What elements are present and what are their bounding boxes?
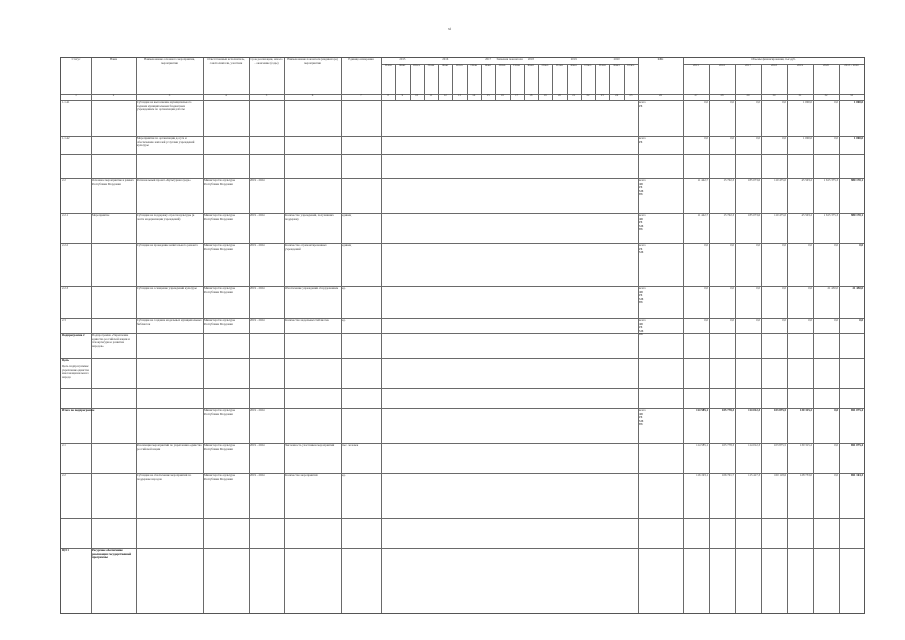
- value-subheader: Факт: [484, 64, 492, 67]
- value-subheader: План: [470, 64, 478, 67]
- row-fin-value: 21 450,0: [827, 287, 838, 290]
- row-unit: [342, 137, 380, 145]
- row-event: Субсидия на создание модельных муниципальных библиотек: [137, 319, 202, 326]
- row-number: 1.1.41: [62, 101, 70, 104]
- row-unit: ед.: [342, 287, 346, 290]
- section-text: Ресурсное обеспечение реализации государственной программы: [92, 549, 132, 560]
- section-label: Цель: [62, 359, 69, 362]
- total-term: 2019 - 2024: [250, 409, 265, 412]
- header-cell-2: Наименование основного мероприятия, мероприятия: [144, 58, 195, 65]
- fin-year-header: 2015 - 2020: [844, 64, 859, 67]
- row-fin-value: 1 000,0: [803, 137, 812, 140]
- section-text: Подпрограмма «Укрепление единства российской нации и этнокультурное развитие народов»: [92, 334, 130, 348]
- fin-year-header: 2018: [771, 64, 777, 67]
- row-event: Субсидия на обеспечение мероприятий по поддержке народов: [137, 474, 192, 481]
- row-name: [92, 287, 135, 317]
- row-executor: Министерство культуры Республики Мордовия: [204, 474, 236, 481]
- section-label: Подпрограмма 2: [62, 334, 85, 337]
- value-subheader: Откл.: [541, 64, 549, 67]
- row-fin-value: 0,0: [730, 244, 734, 247]
- row-fin-value: 0,0: [782, 287, 786, 290]
- row-fin-value: 0,0: [808, 244, 812, 247]
- row-kbk: всего ФБ РБ МБ ВБ: [639, 319, 646, 337]
- value-subheader: Откл.: [455, 64, 464, 67]
- value-year-header: 2016: [442, 58, 449, 61]
- row-fin-value: 0,0: [782, 244, 786, 247]
- row-number: 2.2.1: [62, 214, 68, 217]
- row-fin-value: 0,0: [704, 287, 708, 290]
- row-fin-value: 0,0: [730, 287, 734, 290]
- total-fin-value: 114 012,3: [748, 409, 760, 412]
- row-unit: тыс. человек: [342, 444, 359, 447]
- row-kbk: всего РБ: [639, 101, 646, 108]
- row-name: [92, 101, 135, 131]
- value-subheader: План: [556, 64, 563, 67]
- fin-year-header: 2019: [797, 64, 803, 67]
- row-divider: [61, 548, 864, 549]
- column-number: 18: [529, 94, 533, 97]
- row-kbk: всего ФБ РБ МБ ВБ: [639, 287, 646, 305]
- value-subheader: План: [427, 64, 435, 67]
- total-label: Итого по подпрограмме: [62, 409, 95, 412]
- row-fin-value: 105 778,3: [722, 444, 734, 447]
- value-subheader: Факт: [570, 64, 577, 67]
- row-fin-value: 114 585,1: [696, 444, 708, 447]
- row-fin-value: 0,0: [834, 137, 838, 140]
- row-unit: ед.: [342, 474, 346, 477]
- row-fin-value: 45 503,2: [801, 214, 812, 217]
- page-number: xi: [448, 26, 452, 31]
- row-term: 2019 - 2024: [250, 244, 265, 247]
- column-number: 9: [401, 94, 404, 97]
- row-number: 2.1: [62, 444, 66, 447]
- row-fin-value: 100 118,6: [774, 474, 786, 477]
- value-year-header: 2018: [527, 58, 534, 61]
- fin-year-header: 2016: [719, 64, 725, 67]
- column-number: 14: [472, 94, 476, 97]
- column-number: 1: [75, 94, 77, 97]
- header-cell-9: Объемы финансирования, тыс.руб.: [751, 58, 796, 61]
- value-subheader: Факт: [613, 64, 620, 67]
- row-event: Реализация мероприятий по укреплению единства российской нации: [137, 444, 202, 451]
- row-fin-value: 0,0: [756, 319, 760, 322]
- column-number: 15: [486, 94, 490, 97]
- fin-year-header: 2020: [823, 64, 829, 67]
- row-fin-value: 0,0: [704, 244, 708, 247]
- total-fin-value: 103 875,5: [774, 409, 786, 412]
- row-name: [92, 244, 135, 274]
- row-fin-value: 1 000,0: [854, 137, 863, 140]
- row-kbk: всего ФБ РБ МБ ВБ: [639, 179, 646, 197]
- row-fin-value: 0,0: [782, 319, 786, 322]
- row-kbk: всего РБ МБ: [639, 244, 646, 255]
- row-fin-value: 115 417,3: [748, 474, 760, 477]
- row-fin-value: 0,0: [808, 319, 812, 322]
- row-fin-value: 15 702,3: [723, 179, 734, 182]
- row-fin-value: 185 073,6: [748, 179, 760, 182]
- row-executor: Министерство культуры Республики Мордовия: [204, 179, 236, 186]
- fin-year-header: 2015: [693, 64, 699, 67]
- header-cell-0: Статус: [71, 58, 81, 61]
- value-subheader: Факт: [399, 64, 406, 67]
- row-fin-value: 0,0: [704, 319, 708, 322]
- row-fin-value: 0,0: [834, 444, 838, 447]
- fin-subcolumn-divider: [787, 64, 788, 613]
- row-fin-value: 110 475,0: [774, 179, 786, 182]
- column-divider-7: [381, 58, 382, 613]
- row-fin-value: 130 315,2: [800, 444, 812, 447]
- row-name: [92, 137, 135, 167]
- column-number: 23: [600, 94, 604, 97]
- total-fin-value: 130 315,2: [800, 409, 812, 412]
- row-indicator: Количество отремонтированных учреждений: [285, 244, 327, 251]
- column-number: 5: [265, 94, 268, 97]
- row-fin-value: 0,0: [808, 287, 812, 290]
- value-subheader: План: [384, 64, 392, 67]
- row-fin-value: 0,0: [756, 101, 760, 104]
- row-number: 2.2: [62, 474, 66, 477]
- row-term: [250, 137, 283, 145]
- row-term: [250, 101, 283, 109]
- row-indicator: Количество учреждений, получивших поддержку: [285, 214, 334, 221]
- row-fin-value: 0,0: [730, 101, 734, 104]
- row-fin-value: 15 702,3: [723, 214, 734, 217]
- row-event: Региональный проект «Культурная среда»: [137, 179, 191, 182]
- row-term: 2019 - 2024: [250, 179, 265, 182]
- row-fin-value: 0,0: [756, 287, 760, 290]
- row-number: 2.2: [62, 179, 66, 182]
- row-name: Основное мероприятие в рамках Республики Мордовия: [92, 179, 134, 186]
- row-indicator: Численность участников мероприятий: [285, 444, 335, 447]
- row-indicator: Обеспечение учреждений оборудованием: [285, 287, 339, 290]
- value-subheader: План: [598, 64, 606, 67]
- row-fin-value: 0,0: [782, 137, 786, 140]
- row-event: Субсидия на выполнение муниципального задания муниципальным бюджетным учреждением по организации работы: [137, 101, 192, 112]
- header-cell-4: Срок реализации, начало - окончание (годы): [250, 58, 283, 65]
- column-number: 20: [557, 94, 561, 97]
- total-executor: Министерство культуры Республики Мордовия: [204, 409, 236, 416]
- value-subheader: Откл.: [498, 64, 506, 67]
- row-kbk: всего ФБ РБ МБ ВБ: [639, 214, 646, 232]
- header-cell-3: Ответственный исполнитель, соисполнители, участник: [207, 58, 245, 65]
- row-indicator: Количество модельных библиотек: [285, 319, 329, 322]
- row-fin-value: 128 733,0: [800, 474, 812, 477]
- row-event: Субсидия на проведение капитального ремонта: [137, 244, 198, 247]
- row-fin-value: 0,0: [756, 137, 760, 140]
- total-fin-value: 0,0: [834, 409, 838, 412]
- row-fin-value: 0,0: [834, 244, 838, 247]
- row-name: Мероприятие: [92, 214, 110, 217]
- row-fin-value: 116 193,1: [696, 474, 708, 477]
- value-subheader: План: [513, 64, 520, 67]
- header-cell-7: Значения показателя: [496, 58, 523, 61]
- row-kbk: всего РБ: [639, 137, 646, 144]
- header-cell-8: КБК: [657, 58, 664, 61]
- column-number: 32: [824, 94, 828, 97]
- row-term: 2019 - 2024: [250, 444, 265, 447]
- column-number: 27: [694, 94, 698, 97]
- column-number: 7: [360, 94, 362, 97]
- column-number: 11: [429, 94, 433, 97]
- row-executor: Министерство культуры Республики Мордовия: [204, 214, 236, 221]
- row-event: Субсидия на оснащение учреждений культуры: [137, 287, 197, 290]
- row-fin-value: 691 075,4: [851, 444, 863, 447]
- row-fin-value: 0,0: [704, 101, 708, 104]
- row-number: 2.3: [62, 319, 66, 322]
- row-unit: ед.: [342, 319, 346, 322]
- fin-subcolumn-divider: [813, 64, 814, 613]
- value-year-header: 2017: [485, 58, 492, 61]
- row-fin-value: 980 170,1: [851, 179, 863, 182]
- column-number: 22: [586, 94, 590, 97]
- column-number: 31: [798, 94, 802, 97]
- row-executor: Министерство культуры Республики Мордовия: [204, 287, 236, 294]
- column-number: 13: [458, 94, 461, 97]
- row-indicator: [285, 137, 340, 161]
- row-fin-value: 21 450,0: [852, 287, 863, 290]
- section-label: ЦП 1: [62, 549, 69, 552]
- row-fin-value: 11 442,7: [697, 214, 708, 217]
- column-number: 21: [572, 94, 576, 97]
- column-number: 6: [311, 94, 314, 97]
- column-number: 12: [443, 94, 447, 97]
- row-event: Субсидия на поддержку отрасли культуры (в части модернизации учреждений): [137, 214, 195, 221]
- row-indicator: Количество мероприятий: [285, 474, 318, 477]
- header-cell-1: Наим: [109, 58, 117, 61]
- column-number: 29: [746, 94, 750, 97]
- row-term: 2019 - 2024: [250, 319, 265, 322]
- row-event: Мероприятия по организации досуга и обеспечению жителей услугами учреждений культуры: [137, 137, 195, 148]
- row-fin-value: 45 503,2: [801, 179, 812, 182]
- value-year-header: 2015: [399, 58, 406, 61]
- fin-subcolumn-divider: [839, 64, 840, 613]
- row-term: 2019 - 2024: [250, 214, 265, 217]
- row-number: 2.2.2: [62, 244, 68, 247]
- fin-subcolumn-divider: [761, 64, 762, 613]
- row-fin-value: 0,0: [782, 101, 786, 104]
- row-fin-value: 11 442,7: [697, 179, 708, 182]
- header-cell-5: Наименование показателя (индикатора) мероприятия: [287, 58, 338, 65]
- row-fin-value: 0,0: [704, 137, 708, 140]
- value-subheader: Откл.: [627, 64, 635, 67]
- row-fin-value: 185 073,6: [748, 214, 760, 217]
- row-divider: [61, 518, 864, 519]
- row-fin-value: 1 000,0: [854, 101, 863, 104]
- row-indicator: [285, 179, 340, 203]
- row-unit: [342, 101, 380, 109]
- row-fin-value: 980 170,1: [851, 214, 863, 217]
- value-subheader: Откл.: [584, 64, 592, 67]
- row-unit: единиц: [342, 214, 352, 217]
- row-executor: Министерство культуры Республики Мордовия: [204, 244, 236, 251]
- row-term: 2019 - 2024: [250, 474, 265, 477]
- total-fin-value: 114 585,1: [696, 409, 708, 412]
- total-kbk: всего ФБ РБ МБ ВБ: [639, 409, 646, 427]
- value-subheader: Факт: [527, 64, 535, 67]
- header-cell-6: Единица измерения: [348, 58, 374, 61]
- row-executor: [204, 137, 248, 157]
- row-executor: Министерство культуры Республики Мордовия: [204, 444, 236, 451]
- section-text: Цель подпрограммы: укрепление единства многонационального народа: [62, 365, 89, 379]
- column-number: 24: [615, 94, 619, 97]
- column-number: 16: [500, 94, 504, 97]
- row-number: 1.1.42: [62, 137, 70, 140]
- column-number: 19: [543, 94, 547, 97]
- row-fin-value: 0,0: [859, 319, 863, 322]
- column-number: 30: [772, 94, 776, 97]
- column-number: 3: [168, 94, 171, 97]
- row-fin-value: 0,0: [834, 101, 838, 104]
- row-unit: [342, 179, 380, 187]
- fin-year-header: 2017: [745, 64, 751, 67]
- row-fin-value: 0,0: [834, 319, 838, 322]
- row-fin-value: 0,0: [730, 137, 734, 140]
- row-divider: [61, 388, 864, 389]
- total-fin-value: 691 075,4: [851, 409, 863, 412]
- value-year-header: 2020: [613, 58, 620, 61]
- row-fin-value: 110 475,0: [774, 214, 786, 217]
- column-number: 25: [629, 94, 633, 97]
- row-fin-value: 103 875,5: [774, 444, 786, 447]
- row-fin-value: 1 615 375,3: [823, 214, 838, 217]
- row-fin-value: 106 701,7: [722, 474, 734, 477]
- row-fin-value: 1 000,0: [803, 101, 812, 104]
- row-fin-value: 1 615 375,3: [823, 179, 838, 182]
- fin-subcolumn-divider: [709, 64, 710, 613]
- total-fin-value: 105 778,3: [722, 409, 734, 412]
- value-subheader: Откл.: [413, 64, 421, 67]
- column-number: 17: [515, 94, 519, 97]
- column-number: 8: [387, 94, 389, 97]
- row-fin-value: 0,0: [859, 244, 863, 247]
- column-number: 4: [225, 94, 227, 97]
- row-number: 2.2.3: [62, 287, 68, 290]
- row-indicator: [285, 101, 340, 125]
- row-divider: [61, 358, 864, 359]
- value-subheader: Факт: [442, 64, 449, 67]
- column-number: 10: [415, 94, 419, 97]
- row-executor: Министерство культуры Республики Мордовия: [204, 319, 236, 326]
- row-unit: единиц: [342, 244, 352, 247]
- row-fin-value: 114 012,3: [748, 444, 760, 447]
- row-fin-value: 0,0: [834, 474, 838, 477]
- value-year-header: 2019: [570, 58, 577, 61]
- row-term: 2019 - 2024: [250, 287, 265, 290]
- column-number: 33: [850, 94, 853, 97]
- row-fin-value: 0,0: [730, 319, 734, 322]
- fin-subcolumn-divider: [735, 64, 736, 613]
- program-table: [60, 57, 865, 614]
- row-executor: [204, 101, 248, 121]
- column-number: 28: [720, 94, 724, 97]
- column-number: 26: [659, 94, 662, 97]
- column-number: 2: [112, 94, 115, 97]
- row-fin-value: 691 163,3: [851, 474, 863, 477]
- row-fin-value: 0,0: [756, 244, 760, 247]
